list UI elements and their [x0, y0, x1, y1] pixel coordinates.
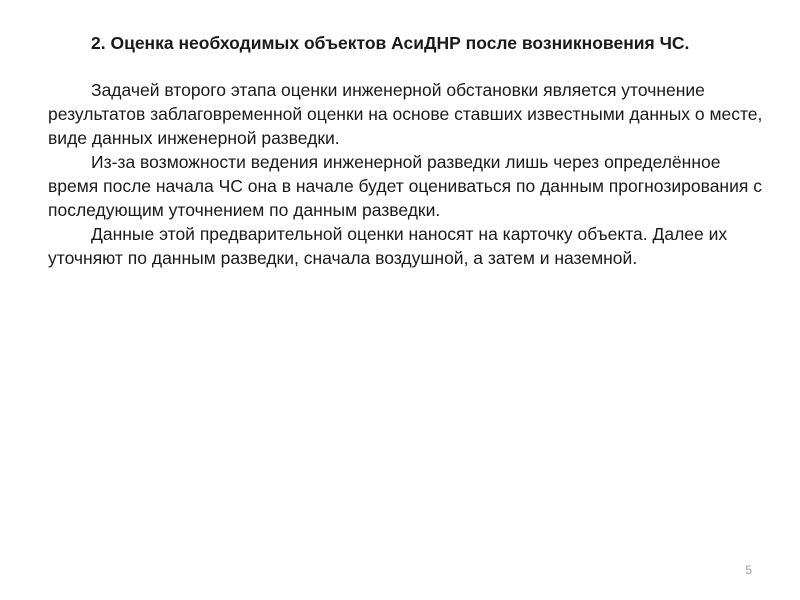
page-number: 5 [745, 563, 752, 577]
spacer [48, 56, 768, 78]
slide-content [48, 30, 768, 270]
paragraph-1: Задачей второго этапа оценки инженерной обстановки является уточнение результатов заблаговременной оценки на основе ставших известными данных о месте, виде данных инженерной разведки. [48, 80, 763, 148]
paragraph-2: Из-за возможности ведения инженерной разведки лишь через определённое время после начала ЧС она в начале будет оцениваться по данным прогнозирования с последующим уточнением по данным разведки. [48, 152, 762, 220]
section-heading: 2. Оценка необходимых объектов АсиДНР после возникновения ЧС. [91, 33, 690, 53]
paragraph-3: Данные этой предварительной оценки наносят на карточку объекта. Далее их уточняют по данным разведки, сначала воздушной, а затем и наземной. [48, 224, 728, 268]
